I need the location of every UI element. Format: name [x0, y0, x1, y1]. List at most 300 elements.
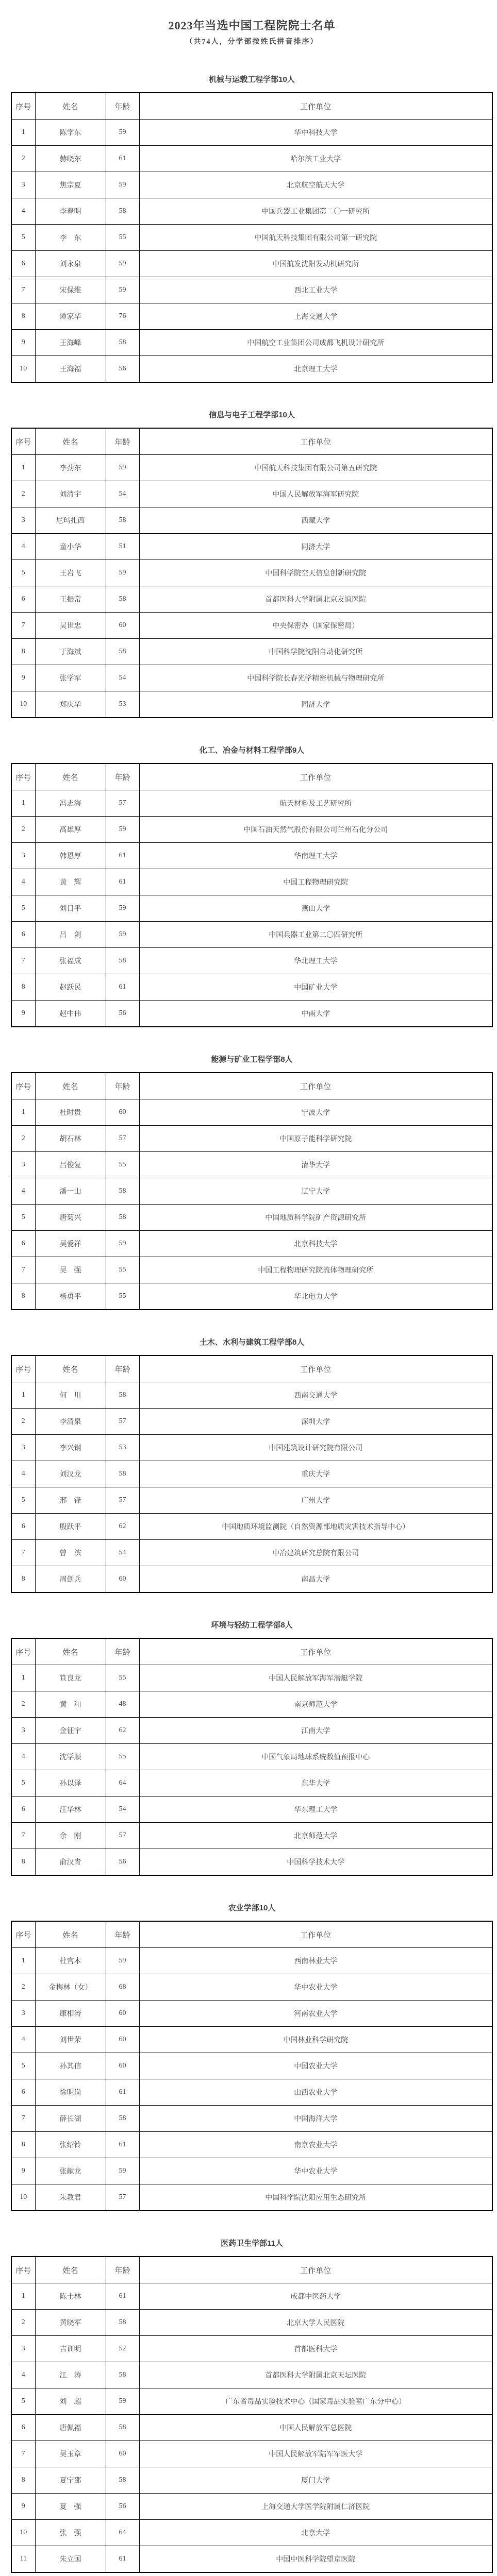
table-row [11, 303, 492, 330]
name-cell: 童小华 [35, 534, 106, 560]
age-cell: 61 [106, 869, 139, 895]
org-cell: 中国科学院长春光学精密机械与物理研究所 [139, 665, 492, 691]
name-cell: 金征宇 [35, 1718, 106, 1744]
org-cell: 上海交通大学医学院附属仁济医院 [139, 2494, 492, 2520]
index-cell: 9 [11, 665, 35, 691]
index-cell: 9 [11, 1001, 35, 1027]
index-cell: 6 [11, 2079, 35, 2106]
name-cell: 王振常 [35, 586, 106, 613]
table-row [11, 534, 492, 560]
table-header-row [11, 428, 492, 455]
index-cell: 10 [11, 2184, 35, 2211]
org-cell: 北京航空航天大学 [139, 172, 492, 198]
name-cell: 于海斌 [35, 639, 106, 665]
age-cell: 55 [106, 1665, 139, 1691]
index-cell: 3 [11, 843, 35, 869]
table-row [11, 1152, 492, 1178]
age-cell: 59 [106, 2388, 139, 2415]
table-row [11, 560, 492, 586]
name-cell: 朱教君 [35, 2184, 106, 2211]
division-section [11, 410, 493, 718]
org-cell: 西南交通大学 [139, 1382, 492, 1409]
index-cell: 3 [11, 2001, 35, 2027]
age-cell: 53 [106, 691, 139, 718]
column-header: 年龄 [106, 1921, 139, 1948]
age-cell: 55 [106, 225, 139, 251]
org-cell: 中国地质科学院矿产资源研究所 [139, 1205, 492, 1231]
section-heading: 能源与矿业工程学部8人 [211, 1055, 293, 1064]
name-cell: 曾 滨 [35, 1540, 106, 1566]
name-cell: 焦宗夏 [35, 172, 106, 198]
name-cell: 潘一山 [35, 1178, 106, 1205]
table-row [11, 1409, 492, 1435]
table-row [11, 1283, 492, 1310]
index-cell: 1 [11, 1665, 35, 1691]
column-header: 序号 [11, 1355, 35, 1382]
table-row [11, 507, 492, 534]
age-cell: 56 [106, 2494, 139, 2520]
org-cell: 中央保密办（国家保密局） [139, 613, 492, 639]
name-cell: 唐菊兴 [35, 1205, 106, 1231]
age-cell: 59 [106, 2158, 139, 2184]
age-cell: 58 [106, 948, 139, 974]
column-header: 工作单位 [139, 764, 492, 790]
org-cell: 宁波大学 [139, 1099, 492, 1126]
org-cell: 中国石油天然气股份有限公司兰州石化分公司 [139, 817, 492, 843]
column-header: 工作单位 [139, 93, 492, 120]
table-header-row [11, 1355, 492, 1382]
age-cell: 48 [106, 1691, 139, 1718]
age-cell: 58 [106, 639, 139, 665]
name-cell: 李 东 [35, 225, 106, 251]
table-row [11, 356, 492, 383]
index-cell: 4 [11, 2362, 35, 2388]
name-cell: 薛长湖 [35, 2106, 106, 2132]
sections [11, 74, 493, 2573]
org-cell: 中国科学技术大学 [139, 1849, 492, 1876]
table-row [11, 1797, 492, 1823]
index-cell: 8 [11, 2467, 35, 2494]
division-section [11, 74, 493, 383]
column-header: 姓名 [35, 1921, 106, 1948]
org-cell: 成都中医药大学 [139, 2283, 492, 2310]
table-row [11, 2441, 492, 2467]
table-row [11, 2415, 492, 2441]
org-cell: 中国航发沈阳发动机研究所 [139, 251, 492, 277]
table-row [11, 1205, 492, 1231]
table-body [11, 790, 492, 1027]
division-section [11, 1054, 493, 1310]
column-header: 工作单位 [139, 2257, 492, 2283]
org-cell: 航天材料及工艺研究所 [139, 790, 492, 817]
org-cell: 中国兵器工业集团第二〇一研究所 [139, 198, 492, 225]
index-cell: 4 [11, 869, 35, 895]
table-row [11, 2079, 492, 2106]
age-cell: 61 [106, 2079, 139, 2106]
age-cell: 61 [106, 974, 139, 1001]
name-cell: 张 强 [35, 2520, 106, 2546]
roster-table [11, 2256, 493, 2573]
age-cell: 61 [106, 2546, 139, 2573]
index-cell: 1 [11, 1948, 35, 1974]
age-cell: 55 [106, 1152, 139, 1178]
name-cell: 赫晓东 [35, 146, 106, 172]
name-cell: 黄 辉 [35, 869, 106, 895]
name-cell: 郑庆华 [35, 691, 106, 718]
org-cell: 上海交通大学 [139, 303, 492, 330]
age-cell: 59 [106, 1231, 139, 1257]
age-cell: 60 [106, 1566, 139, 1593]
table-row [11, 146, 492, 172]
index-cell: 4 [11, 1744, 35, 1770]
org-cell: 中国兵器工业第二〇四研究所 [139, 922, 492, 948]
table-row [11, 2132, 492, 2158]
name-cell: 谭家华 [35, 303, 106, 330]
name-cell: 刘 超 [35, 2388, 106, 2415]
table-row [11, 330, 492, 356]
org-cell: 江南大学 [139, 1718, 492, 1744]
name-cell: 杜官本 [35, 1948, 106, 1974]
table-row [11, 843, 492, 869]
table-row [11, 922, 492, 948]
age-cell: 60 [106, 2001, 139, 2027]
table-row [11, 2027, 492, 2053]
roster-table [11, 1072, 493, 1310]
index-cell: 7 [11, 948, 35, 974]
column-header: 姓名 [35, 2257, 106, 2283]
table-row [11, 869, 492, 895]
section-heading: 机械与运载工程学部10人 [209, 75, 295, 84]
document-page [11, 0, 493, 2573]
name-cell: 杜时贵 [35, 1099, 106, 1126]
index-cell: 10 [11, 356, 35, 383]
column-header: 年龄 [106, 1073, 139, 1099]
column-header: 工作单位 [139, 1921, 492, 1948]
table-row [11, 455, 492, 481]
index-cell: 4 [11, 534, 35, 560]
table-row [11, 2494, 492, 2520]
name-cell: 何 川 [35, 1382, 106, 1409]
org-cell: 东华大学 [139, 1770, 492, 1797]
name-cell: 李劲东 [35, 455, 106, 481]
table-row [11, 2467, 492, 2494]
age-cell: 62 [106, 1514, 139, 1540]
name-cell: 尼玛扎西 [35, 507, 106, 534]
index-cell: 2 [11, 1691, 35, 1718]
org-cell: 南京师范大学 [139, 1691, 492, 1718]
column-header: 年龄 [106, 93, 139, 120]
age-cell: 60 [106, 613, 139, 639]
name-cell: 徐明岗 [35, 2079, 106, 2106]
table-header-row [11, 93, 492, 120]
name-cell: 刘清宇 [35, 481, 106, 507]
column-header: 姓名 [35, 764, 106, 790]
org-cell: 华中农业大学 [139, 2158, 492, 2184]
table-row [11, 1744, 492, 1770]
index-cell: 2 [11, 481, 35, 507]
age-cell: 56 [106, 1001, 139, 1027]
index-cell: 6 [11, 922, 35, 948]
name-cell: 陈士林 [35, 2283, 106, 2310]
table-row [11, 225, 492, 251]
age-cell: 61 [106, 2283, 139, 2310]
index-cell: 3 [11, 1435, 35, 1461]
table-header-row [11, 764, 492, 790]
column-header: 序号 [11, 1638, 35, 1665]
index-cell: 10 [11, 691, 35, 718]
table-row [11, 2053, 492, 2079]
org-cell: 中国海洋大学 [139, 2106, 492, 2132]
index-cell: 9 [11, 2158, 35, 2184]
table-row [11, 1514, 492, 1540]
index-cell: 1 [11, 120, 35, 146]
table-row [11, 2106, 492, 2132]
column-header: 年龄 [106, 764, 139, 790]
table-row [11, 790, 492, 817]
column-header: 工作单位 [139, 1355, 492, 1382]
column-header: 姓名 [35, 93, 106, 120]
column-header: 序号 [11, 1921, 35, 1948]
age-cell: 60 [106, 2027, 139, 2053]
table-row [11, 172, 492, 198]
column-header: 序号 [11, 2257, 35, 2283]
index-cell: 6 [11, 586, 35, 613]
age-cell: 59 [106, 172, 139, 198]
index-cell: 5 [11, 2388, 35, 2415]
org-cell: 中国科学院沈阳应用生态研究所 [139, 2184, 492, 2211]
index-cell: 8 [11, 2132, 35, 2158]
column-header: 序号 [11, 764, 35, 790]
name-cell: 李清泉 [35, 1409, 106, 1435]
name-cell: 余 刚 [35, 1823, 106, 1849]
name-cell: 吉训明 [35, 2336, 106, 2362]
table-row [11, 691, 492, 718]
name-cell: 赵跃民 [35, 974, 106, 1001]
age-cell: 58 [106, 330, 139, 356]
name-cell: 黄晓军 [35, 2310, 106, 2336]
org-cell: 华东理工大学 [139, 1797, 492, 1823]
org-cell: 中国航天科技集团有限公司第五研究院 [139, 455, 492, 481]
table-body [11, 1665, 492, 1876]
name-cell: 吴玉章 [35, 2441, 106, 2467]
column-header: 年龄 [106, 2257, 139, 2283]
table-body [11, 1382, 492, 1593]
age-cell: 58 [106, 2415, 139, 2441]
table-row [11, 639, 492, 665]
org-cell: 南昌大学 [139, 1566, 492, 1593]
index-cell: 1 [11, 1382, 35, 1409]
name-cell: 吕俊复 [35, 1152, 106, 1178]
age-cell: 61 [106, 2132, 139, 2158]
org-cell: 同济大学 [139, 691, 492, 718]
name-cell: 吴世忠 [35, 613, 106, 639]
org-cell: 西藏大学 [139, 507, 492, 534]
age-cell: 59 [106, 817, 139, 843]
table-row [11, 1823, 492, 1849]
table-row [11, 1257, 492, 1283]
org-cell: 华中农业大学 [139, 1974, 492, 2001]
age-cell: 58 [106, 2362, 139, 2388]
org-cell: 厦门大学 [139, 2467, 492, 2494]
table-row [11, 948, 492, 974]
org-cell: 重庆大学 [139, 1461, 492, 1487]
section-heading: 医药卫生学部11人 [221, 2239, 283, 2248]
table-row [11, 2158, 492, 2184]
index-cell: 6 [11, 2415, 35, 2441]
age-cell: 57 [106, 1487, 139, 1514]
age-cell: 58 [106, 2106, 139, 2132]
org-cell: 中国人民解放军总医院 [139, 2415, 492, 2441]
index-cell: 5 [11, 560, 35, 586]
column-header: 序号 [11, 1073, 35, 1099]
name-cell: 周创兵 [35, 1566, 106, 1593]
division-section [11, 2238, 493, 2573]
name-cell: 王海峰 [35, 330, 106, 356]
section-heading: 信息与电子工程学部10人 [209, 411, 295, 419]
table-row [11, 2283, 492, 2310]
division-section [11, 1337, 493, 1593]
roster-table [11, 92, 493, 383]
index-cell: 7 [11, 2106, 35, 2132]
table-row [11, 2184, 492, 2211]
index-cell: 11 [11, 2546, 35, 2573]
age-cell: 54 [106, 1540, 139, 1566]
index-cell: 2 [11, 2310, 35, 2336]
age-cell: 59 [106, 120, 139, 146]
table-row [11, 1126, 492, 1152]
age-cell: 58 [106, 1178, 139, 1205]
name-cell: 胡石林 [35, 1126, 106, 1152]
age-cell: 57 [106, 1823, 139, 1849]
column-header: 工作单位 [139, 1638, 492, 1665]
table-header-row [11, 1921, 492, 1948]
org-cell: 中国航天科技集团有限公司第一研究院 [139, 225, 492, 251]
name-cell: 黄 和 [35, 1691, 106, 1718]
age-cell: 58 [106, 2467, 139, 2494]
age-cell: 59 [106, 251, 139, 277]
age-cell: 59 [106, 1948, 139, 1974]
table-row [11, 1099, 492, 1126]
page-subtitle: （共74人，分学部按姓氏拼音排序） [185, 38, 319, 46]
age-cell: 55 [106, 1744, 139, 1770]
age-cell: 59 [106, 895, 139, 922]
roster-table [11, 763, 493, 1027]
section-heading: 农业学部10人 [228, 1904, 276, 1912]
table-row [11, 1691, 492, 1718]
name-cell: 刘汉龙 [35, 1461, 106, 1487]
column-header: 年龄 [106, 1355, 139, 1382]
org-cell: 哈尔滨工业大学 [139, 146, 492, 172]
index-cell: 8 [11, 1283, 35, 1310]
table-row [11, 586, 492, 613]
table-row [11, 2388, 492, 2415]
age-cell: 51 [106, 534, 139, 560]
index-cell: 2 [11, 817, 35, 843]
org-cell: 华中科技大学 [139, 120, 492, 146]
column-header: 工作单位 [139, 1073, 492, 1099]
org-cell: 中国工程物理研究院流体物理研究所 [139, 1257, 492, 1283]
table-body [11, 120, 492, 383]
index-cell: 4 [11, 1461, 35, 1487]
name-cell: 赵中伟 [35, 1001, 106, 1027]
age-cell: 56 [106, 356, 139, 383]
name-cell: 唐佩福 [35, 2415, 106, 2441]
age-cell: 52 [106, 2336, 139, 2362]
name-cell: 夏宁邵 [35, 2467, 106, 2494]
name-cell: 刘永泉 [35, 251, 106, 277]
name-cell: 邢 锋 [35, 1487, 106, 1514]
index-cell: 6 [11, 251, 35, 277]
age-cell: 64 [106, 2520, 139, 2546]
index-cell: 3 [11, 1152, 35, 1178]
index-cell: 7 [11, 277, 35, 303]
table-row [11, 895, 492, 922]
org-cell: 广州大学 [139, 1487, 492, 1514]
name-cell: 韩恩厚 [35, 843, 106, 869]
age-cell: 76 [106, 303, 139, 330]
table-row [11, 481, 492, 507]
table-row [11, 1435, 492, 1461]
age-cell: 60 [106, 1099, 139, 1126]
table-row [11, 613, 492, 639]
org-cell: 山西农业大学 [139, 2079, 492, 2106]
age-cell: 54 [106, 1797, 139, 1823]
index-cell: 6 [11, 1797, 35, 1823]
age-cell: 68 [106, 1974, 139, 2001]
age-cell: 58 [106, 507, 139, 534]
table-row [11, 817, 492, 843]
org-cell: 中国林业科学研究院 [139, 2027, 492, 2053]
table-row [11, 2310, 492, 2336]
index-cell: 3 [11, 2336, 35, 2362]
org-cell: 中南大学 [139, 1001, 492, 1027]
index-cell: 5 [11, 1487, 35, 1514]
org-cell: 华南理工大学 [139, 843, 492, 869]
index-cell: 5 [11, 895, 35, 922]
name-cell: 沈学顺 [35, 1744, 106, 1770]
org-cell: 首都医科大学 [139, 2336, 492, 2362]
index-cell: 3 [11, 1718, 35, 1744]
name-cell: 吴爱祥 [35, 1231, 106, 1257]
name-cell: 冯志海 [35, 790, 106, 817]
roster-table [11, 1921, 493, 2211]
org-cell: 北京科技大学 [139, 1231, 492, 1257]
index-cell: 8 [11, 974, 35, 1001]
age-cell: 59 [106, 560, 139, 586]
index-cell: 7 [11, 2441, 35, 2467]
name-cell: 高雄厚 [35, 817, 106, 843]
index-cell: 10 [11, 2520, 35, 2546]
age-cell: 54 [106, 665, 139, 691]
name-cell: 朱立国 [35, 2546, 106, 2573]
table-body [11, 1948, 492, 2211]
index-cell: 5 [11, 2053, 35, 2079]
org-cell: 中国农业大学 [139, 2053, 492, 2079]
org-cell: 中国地质环境监测院（自然资源部地质灾害技术指导中心） [139, 1514, 492, 1540]
table-row [11, 1001, 492, 1027]
name-cell: 汪华林 [35, 1797, 106, 1823]
org-cell: 南京农业大学 [139, 2132, 492, 2158]
org-cell: 首都医科大学附属北京天坛医院 [139, 2362, 492, 2388]
org-cell: 中国工程物理研究院 [139, 869, 492, 895]
table-row [11, 120, 492, 146]
index-cell: 1 [11, 1099, 35, 1126]
index-cell: 4 [11, 198, 35, 225]
org-cell: 中国矿业大学 [139, 974, 492, 1001]
org-cell: 华北电力大学 [139, 1283, 492, 1310]
index-cell: 1 [11, 790, 35, 817]
name-cell: 吕 剑 [35, 922, 106, 948]
